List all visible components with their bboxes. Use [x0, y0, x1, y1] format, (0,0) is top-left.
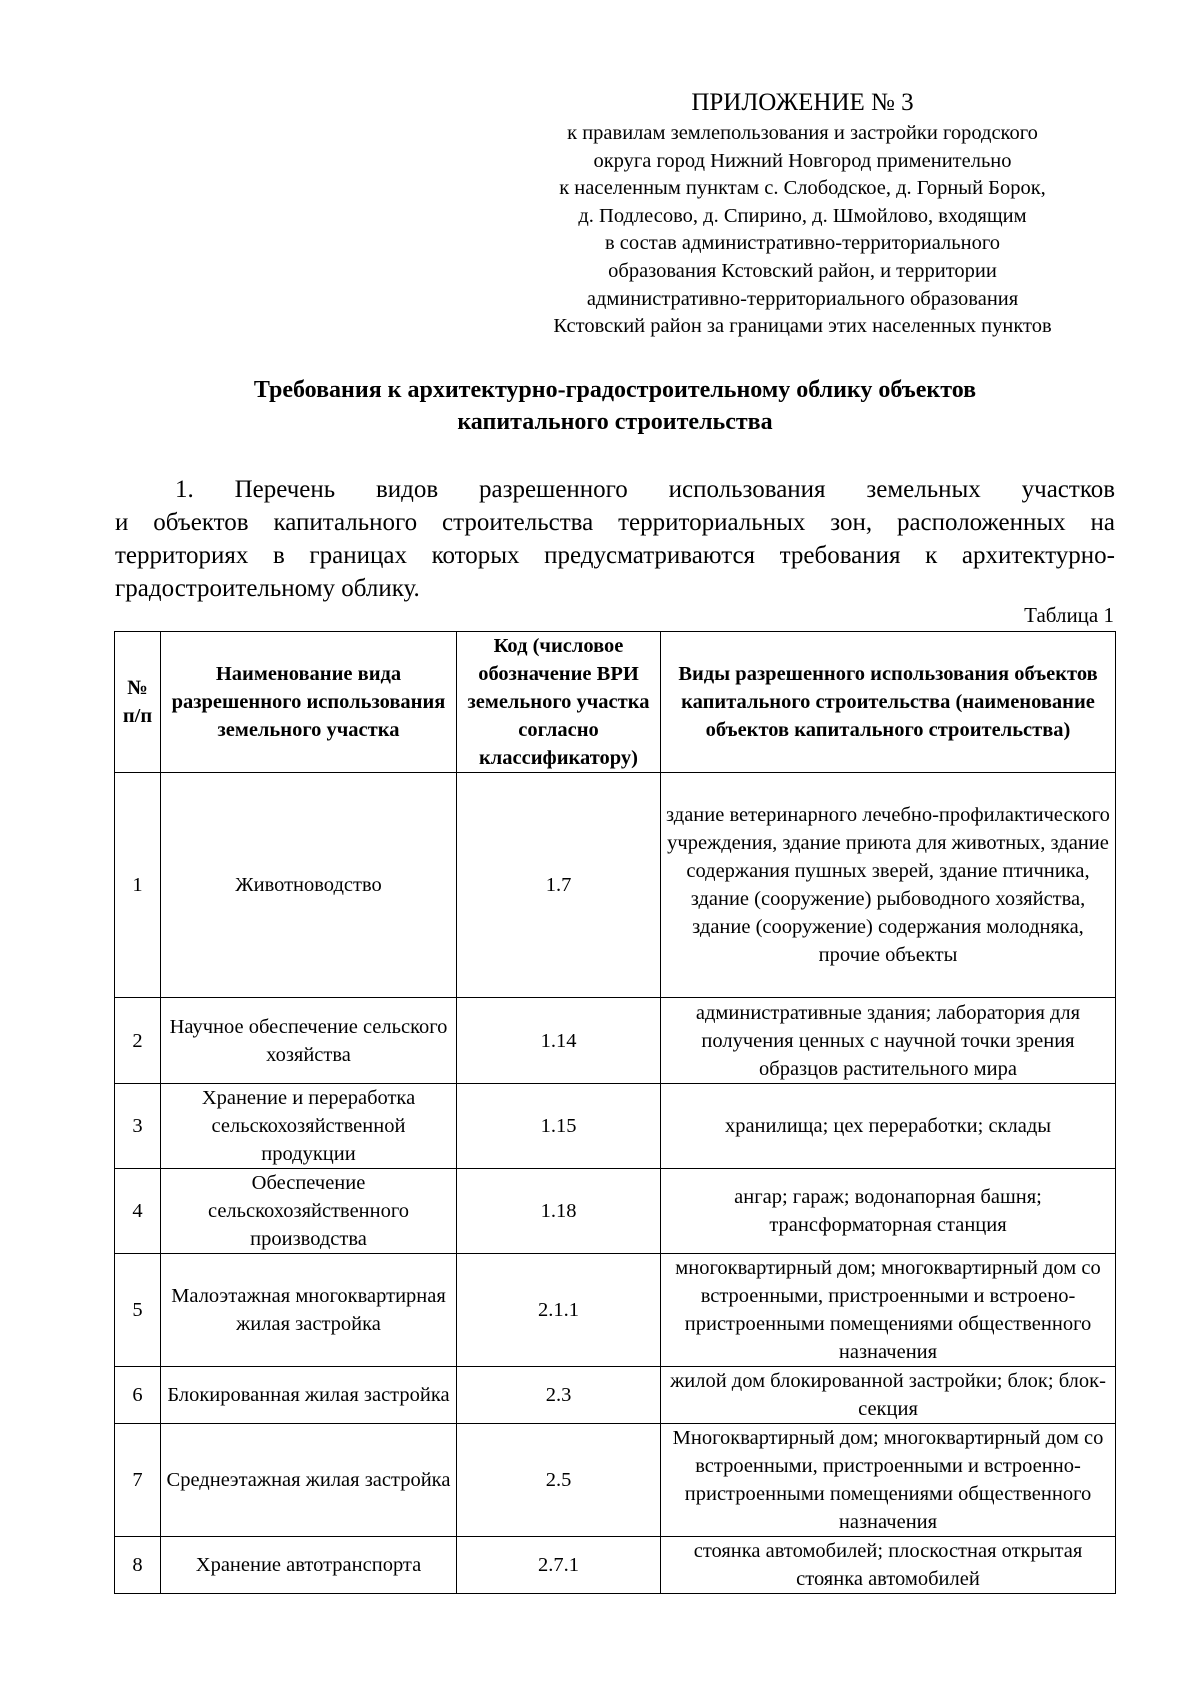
row-num: 8	[115, 1537, 161, 1594]
row-objects: ангар; гараж; водонапорная башня; трансформаторная станция	[661, 1169, 1116, 1254]
row-objects: многоквартирный дом; многоквартирный дом со встроенными, пристроенными и встроено-пристроенными помещениями общественного назначения	[661, 1254, 1116, 1367]
row-objects: хранилища; цех переработки; склады	[661, 1084, 1116, 1169]
appendix-line: Кстовский район за границами этих населенных пунктов	[553, 315, 1052, 338]
row-land-use: Обеспечение сельскохозяйственного производства	[161, 1169, 457, 1254]
row-land-use: Научное обеспечение сельского хозяйства	[161, 998, 457, 1084]
row-code: 1.7	[457, 773, 661, 998]
table-header-row	[115, 632, 1116, 773]
land-use-table	[114, 631, 1116, 1594]
table-caption: Таблица 1	[1024, 603, 1114, 627]
intro-paragraph	[115, 473, 1115, 605]
header-object-types: Виды разрешенного использования объектов капитального строительства (наименование объектов капитального строительства)	[661, 632, 1116, 773]
appendix-line: д. Подлесово, д. Спирино, д. Шмойлово, входящим	[578, 204, 1027, 227]
row-num: 1	[115, 773, 161, 998]
intro-line: градостроительному облику.	[115, 575, 420, 602]
document-title-line: капитального строительства	[457, 409, 773, 435]
table-row	[115, 1537, 1116, 1594]
row-code: 2.5	[457, 1424, 661, 1537]
table-row	[115, 1254, 1116, 1367]
row-objects: стоянка автомобилей; плоскостная открытая стоянка автомобилей	[661, 1537, 1116, 1594]
row-num: 3	[115, 1084, 161, 1169]
table-row	[115, 1424, 1116, 1537]
row-objects: административные здания; лаборатория для получения ценных с научной точки зрения образцов растительного мира	[661, 998, 1116, 1084]
document-title-line: Требования к архитектурно-градостроительному облику объектов	[253, 377, 977, 403]
header-num: № п/п	[115, 632, 161, 773]
row-land-use: Среднеэтажная жилая застройка	[161, 1424, 457, 1537]
row-land-use: Хранение автотранспорта	[161, 1537, 457, 1594]
row-objects: жилой дом блокированной застройки; блок; блок-секция	[661, 1367, 1116, 1424]
table-row	[115, 1367, 1116, 1424]
row-land-use: Блокированная жилая застройка	[161, 1367, 457, 1424]
table-row	[115, 1084, 1116, 1169]
row-num: 6	[115, 1367, 161, 1424]
row-code: 1.15	[457, 1084, 661, 1169]
table-row	[115, 773, 1116, 998]
row-num: 4	[115, 1169, 161, 1254]
table-row	[115, 998, 1116, 1084]
row-num: 7	[115, 1424, 161, 1537]
row-code: 2.3	[457, 1367, 661, 1424]
row-land-use: Хранение и переработка сельскохозяйственной продукции	[161, 1084, 457, 1169]
row-num: 5	[115, 1254, 161, 1367]
row-code: 2.7.1	[457, 1537, 661, 1594]
row-code: 2.1.1	[457, 1254, 661, 1367]
appendix-title: ПРИЛОЖЕНИЕ № 3	[691, 89, 914, 116]
appendix-line: в состав административно-территориального	[605, 232, 1000, 255]
document-title	[115, 374, 1115, 438]
appendix-line: к правилам землепользования и застройки городского	[567, 122, 1038, 144]
row-land-use: Животноводство	[161, 773, 457, 998]
table-row	[115, 1169, 1116, 1254]
row-land-use: Малоэтажная многоквартирная жилая застройка	[161, 1254, 457, 1367]
row-code: 1.18	[457, 1169, 661, 1254]
intro-line: 1. Перечень видов разрешенного использования земельных участков	[175, 476, 1115, 503]
appendix-line: округа город Нижний Новгород применительно	[593, 149, 1012, 172]
intro-line: территориях в границах которых предусматриваются требования к архитектурно-	[115, 542, 1115, 569]
row-objects: Многоквартирный дом; многоквартирный дом со встроенными, пристроенными и встроенно-пристроенными помещениями общественного назначения	[661, 1424, 1116, 1537]
appendix-line: административно-территориального образования	[586, 287, 1019, 310]
header-code: Код (числовое обозначение ВРИ земельного участка согласно классификатору)	[457, 632, 661, 773]
row-objects: здание ветеринарного лечебно-профилактического учреждения, здание приюта для животных, здание содержания пушных зверей, здание птичника, здание (сооружение) рыбоводного хозяйства, здание (сооружение) содержания молодняка, прочие объекты	[661, 773, 1116, 998]
header-land-use: Наименование вида разрешенного использования земельного участка	[161, 632, 457, 773]
row-code: 1.14	[457, 998, 661, 1084]
intro-line: и объектов капитального строительства территориальных зон, расположенных на	[115, 509, 1115, 536]
appendix-header	[500, 88, 1105, 341]
row-num: 2	[115, 998, 161, 1084]
appendix-line: к населенным пунктам с. Слободское, д. Горный Борок,	[559, 177, 1046, 200]
appendix-line: образования Кстовский район, и территории	[608, 259, 997, 282]
